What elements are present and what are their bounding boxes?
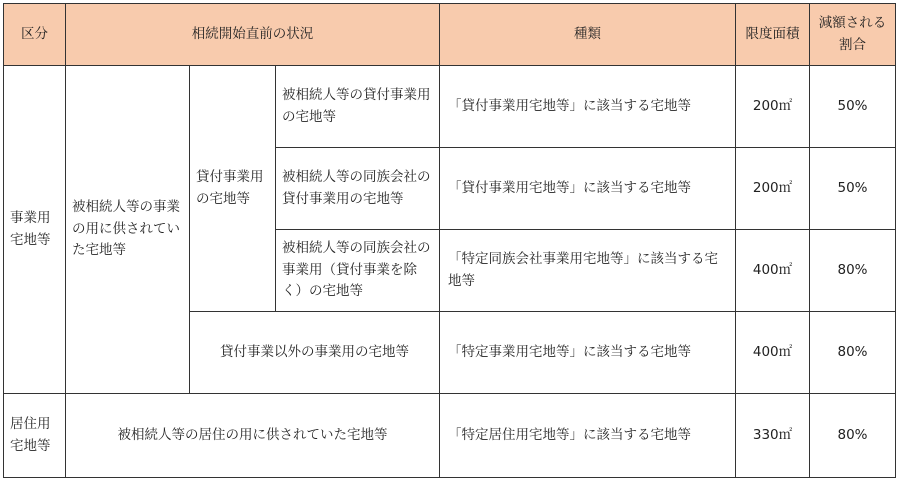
land-type: 「特定居住用宅地等」に該当する宅地等: [440, 394, 736, 478]
situation-detail: 被相続人等の居住の用に供されていた宅地等: [66, 394, 440, 478]
limit-area: 200㎡: [736, 148, 810, 230]
table-row: [4, 394, 896, 478]
header-limit-area: 限度面積: [736, 4, 810, 66]
land-type: 「貸付事業用宅地等」に該当する宅地等: [440, 66, 736, 148]
header-row: [4, 4, 896, 66]
limit-area: 200㎡: [736, 66, 810, 148]
reduction-rate: 80%: [810, 394, 896, 478]
reduction-rate: 80%: [810, 230, 896, 312]
situation-detail: 被相続人等の同族会社の事業用（貸付事業を除く）の宅地等: [276, 230, 440, 312]
header-type: 種類: [440, 4, 736, 66]
land-type: 「特定事業用宅地等」に該当する宅地等: [440, 312, 736, 394]
category-business: 事業用宅地等: [4, 66, 66, 394]
limit-area: 400㎡: [736, 312, 810, 394]
situation-detail: 被相続人等の貸付事業用の宅地等: [276, 66, 440, 148]
situation-detail: 貸付事業以外の事業用の宅地等: [190, 312, 440, 394]
situation-lending-land: 貸付事業用の宅地等: [190, 66, 276, 312]
reduction-rate: 80%: [810, 312, 896, 394]
situation-detail: 被相続人等の同族会社の貸付事業用の宅地等: [276, 148, 440, 230]
reduction-rate: 50%: [810, 148, 896, 230]
category-residential: 居住用宅地等: [4, 394, 66, 478]
land-type: 「特定同族会社事業用宅地等」に該当する宅地等: [440, 230, 736, 312]
reduction-rate: 50%: [810, 66, 896, 148]
situation-business-use: 被相続人等の事業の用に供されていた宅地等: [66, 66, 190, 394]
header-reduction-rate: 減額される割合: [810, 4, 896, 66]
land-type: 「貸付事業用宅地等」に該当する宅地等: [440, 148, 736, 230]
header-situation: 相続開始直前の状況: [66, 4, 440, 66]
header-category: 区分: [4, 4, 66, 66]
limit-area: 330㎡: [736, 394, 810, 478]
limit-area: 400㎡: [736, 230, 810, 312]
small-land-reduction-table: [3, 3, 896, 478]
table-row: [4, 66, 896, 148]
